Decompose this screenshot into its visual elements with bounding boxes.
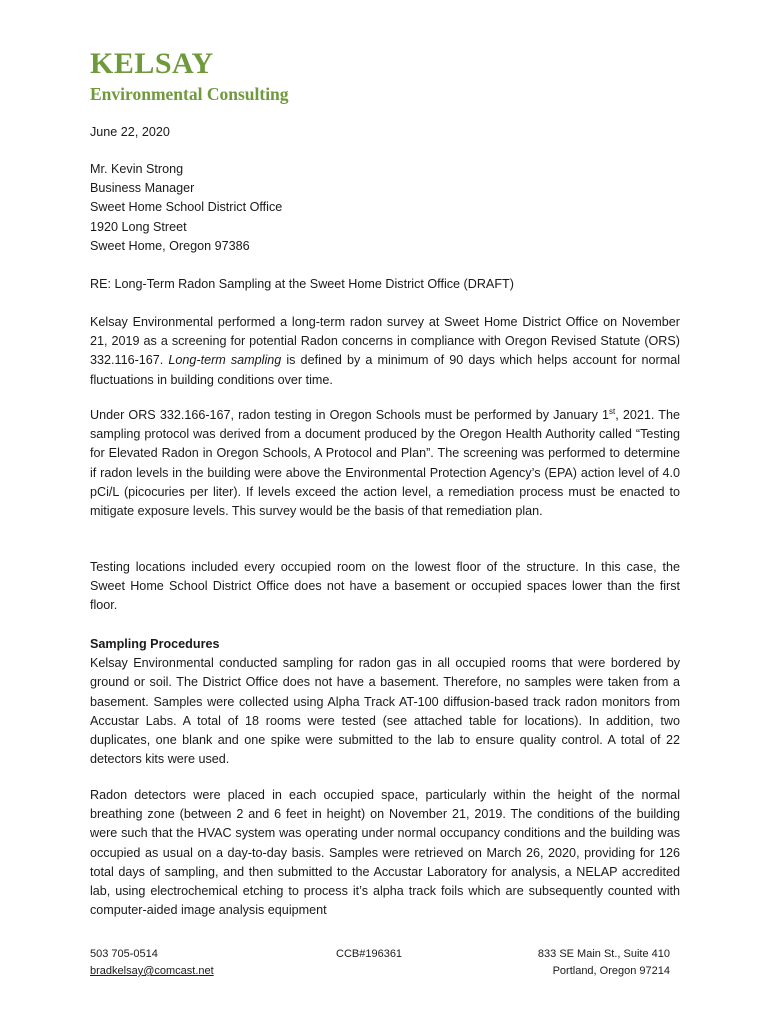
- subject-line: RE: Long-Term Radon Sampling at the Sweet Home District Office (DRAFT): [90, 277, 514, 291]
- ordinal-superscript: st: [609, 406, 616, 416]
- paragraph-intro: [90, 313, 680, 390]
- footer-email-link[interactable]: bradkelsay@comcast.net: [90, 965, 214, 977]
- section-heading: Sampling Procedures: [90, 637, 220, 651]
- recipient-name: Mr. Kevin Strong: [90, 162, 184, 176]
- paragraph-regulation-text-a: Under ORS 332.166-167, radon testing in Oregon Schools must be performed by January 1: [90, 408, 610, 422]
- paragraph-intro-text-b: is defined by a minimum of 90 days which helps account for normal fluctuations in building conditions over time.: [90, 353, 680, 387]
- paragraph-detectors: [90, 786, 680, 920]
- paragraph-detectors-text: Radon detectors were placed in each occupied space, particularly within the height of the normal breathing zone (between 2 and 6 feet in height) on November 21, 2019. The conditions of the building were such that the HVAC system was operating under normal occupancy conditions and the building was occupied as usual on a day-to-day basis. Samples were retrieved on March 26, 2020, providing for 126 total days of sampling, and then submitted to the Accustar Laboratory for analysis, a NELAP accredited lab, using electrochemical etching to process it’s alpha track foils which are subsequently counted with computer-aided image analysis equipment: [90, 788, 680, 918]
- recipient-title: Business Manager: [90, 181, 195, 196]
- paragraph-regulation: [90, 406, 680, 521]
- letterhead: [90, 47, 289, 105]
- paragraph-locations-text: Testing locations included every occupied room on the lowest floor of the structure. In this case, the Sweet Home School District Office does not have a basement or occupied spaces lower than the first floor.: [90, 560, 680, 613]
- footer-phone: 503 705-0514: [90, 948, 158, 960]
- paragraph-locations: [90, 558, 680, 616]
- company-subtitle: Environmental Consulting: [90, 84, 289, 104]
- paragraph-intro-emphasis: Long-term sampling: [168, 353, 282, 368]
- paragraph-regulation-text-b: , 2021. The sampling protocol was derived from a document produced by the Oregon Health Authority called “Testing for Elevated Radon in Oregon Schools, A Protocol and Plan”. The screening was performed to determine if radon levels in the building were above the Environmental Protection Agency’s (EPA) action level of 4.0 pCi/L (picocuries per liter). If levels exceed the action level, a remediation process must be enacted to mitigate exposure levels. This survey would be the basis of that remediation plan.: [90, 408, 680, 519]
- recipient-organization: Sweet Home School District Office: [90, 200, 283, 215]
- footer-address-line1: 833 SE Main St., Suite 410: [537, 948, 670, 960]
- recipient-street: 1920 Long Street: [90, 219, 187, 234]
- letter-date: June 22, 2020: [90, 125, 170, 139]
- paragraph-intro-text-a: Kelsay Environmental performed a long-term radon survey at Sweet Home District Office on November 21, 2019 as a screening for potential Radon concerns in compliance with Oregon Revised Statute (ORS) 332.116-167.: [90, 315, 680, 368]
- section-sampling-procedures: [90, 635, 680, 769]
- recipient-address: [90, 160, 680, 256]
- footer-address: [500, 946, 670, 980]
- footer-ccb: CCB#196361: [336, 948, 403, 960]
- paragraph-procedures-text: Kelsay Environmental conducted sampling for radon gas in all occupied rooms that were bordered by ground or soil. The District Office does not have a basement. Therefore, no samples were taken from a basement. Samples were collected using Alpha Track AT-100 diffusion-based track radon monitors from Accustar Labs. A total of 18 rooms were tested (see attached table for locations). In addition, two duplicates, one blank and one spike were submitted to the lab to ensure quality control. A total of 22 detectors kits were used.: [90, 656, 680, 767]
- footer-contact: [90, 946, 214, 980]
- company-name: KELSAY: [90, 47, 214, 80]
- footer-license: [336, 946, 402, 963]
- footer-address-line2: Portland, Oregon 97214: [552, 965, 670, 977]
- recipient-city: Sweet Home, Oregon 97386: [90, 238, 250, 253]
